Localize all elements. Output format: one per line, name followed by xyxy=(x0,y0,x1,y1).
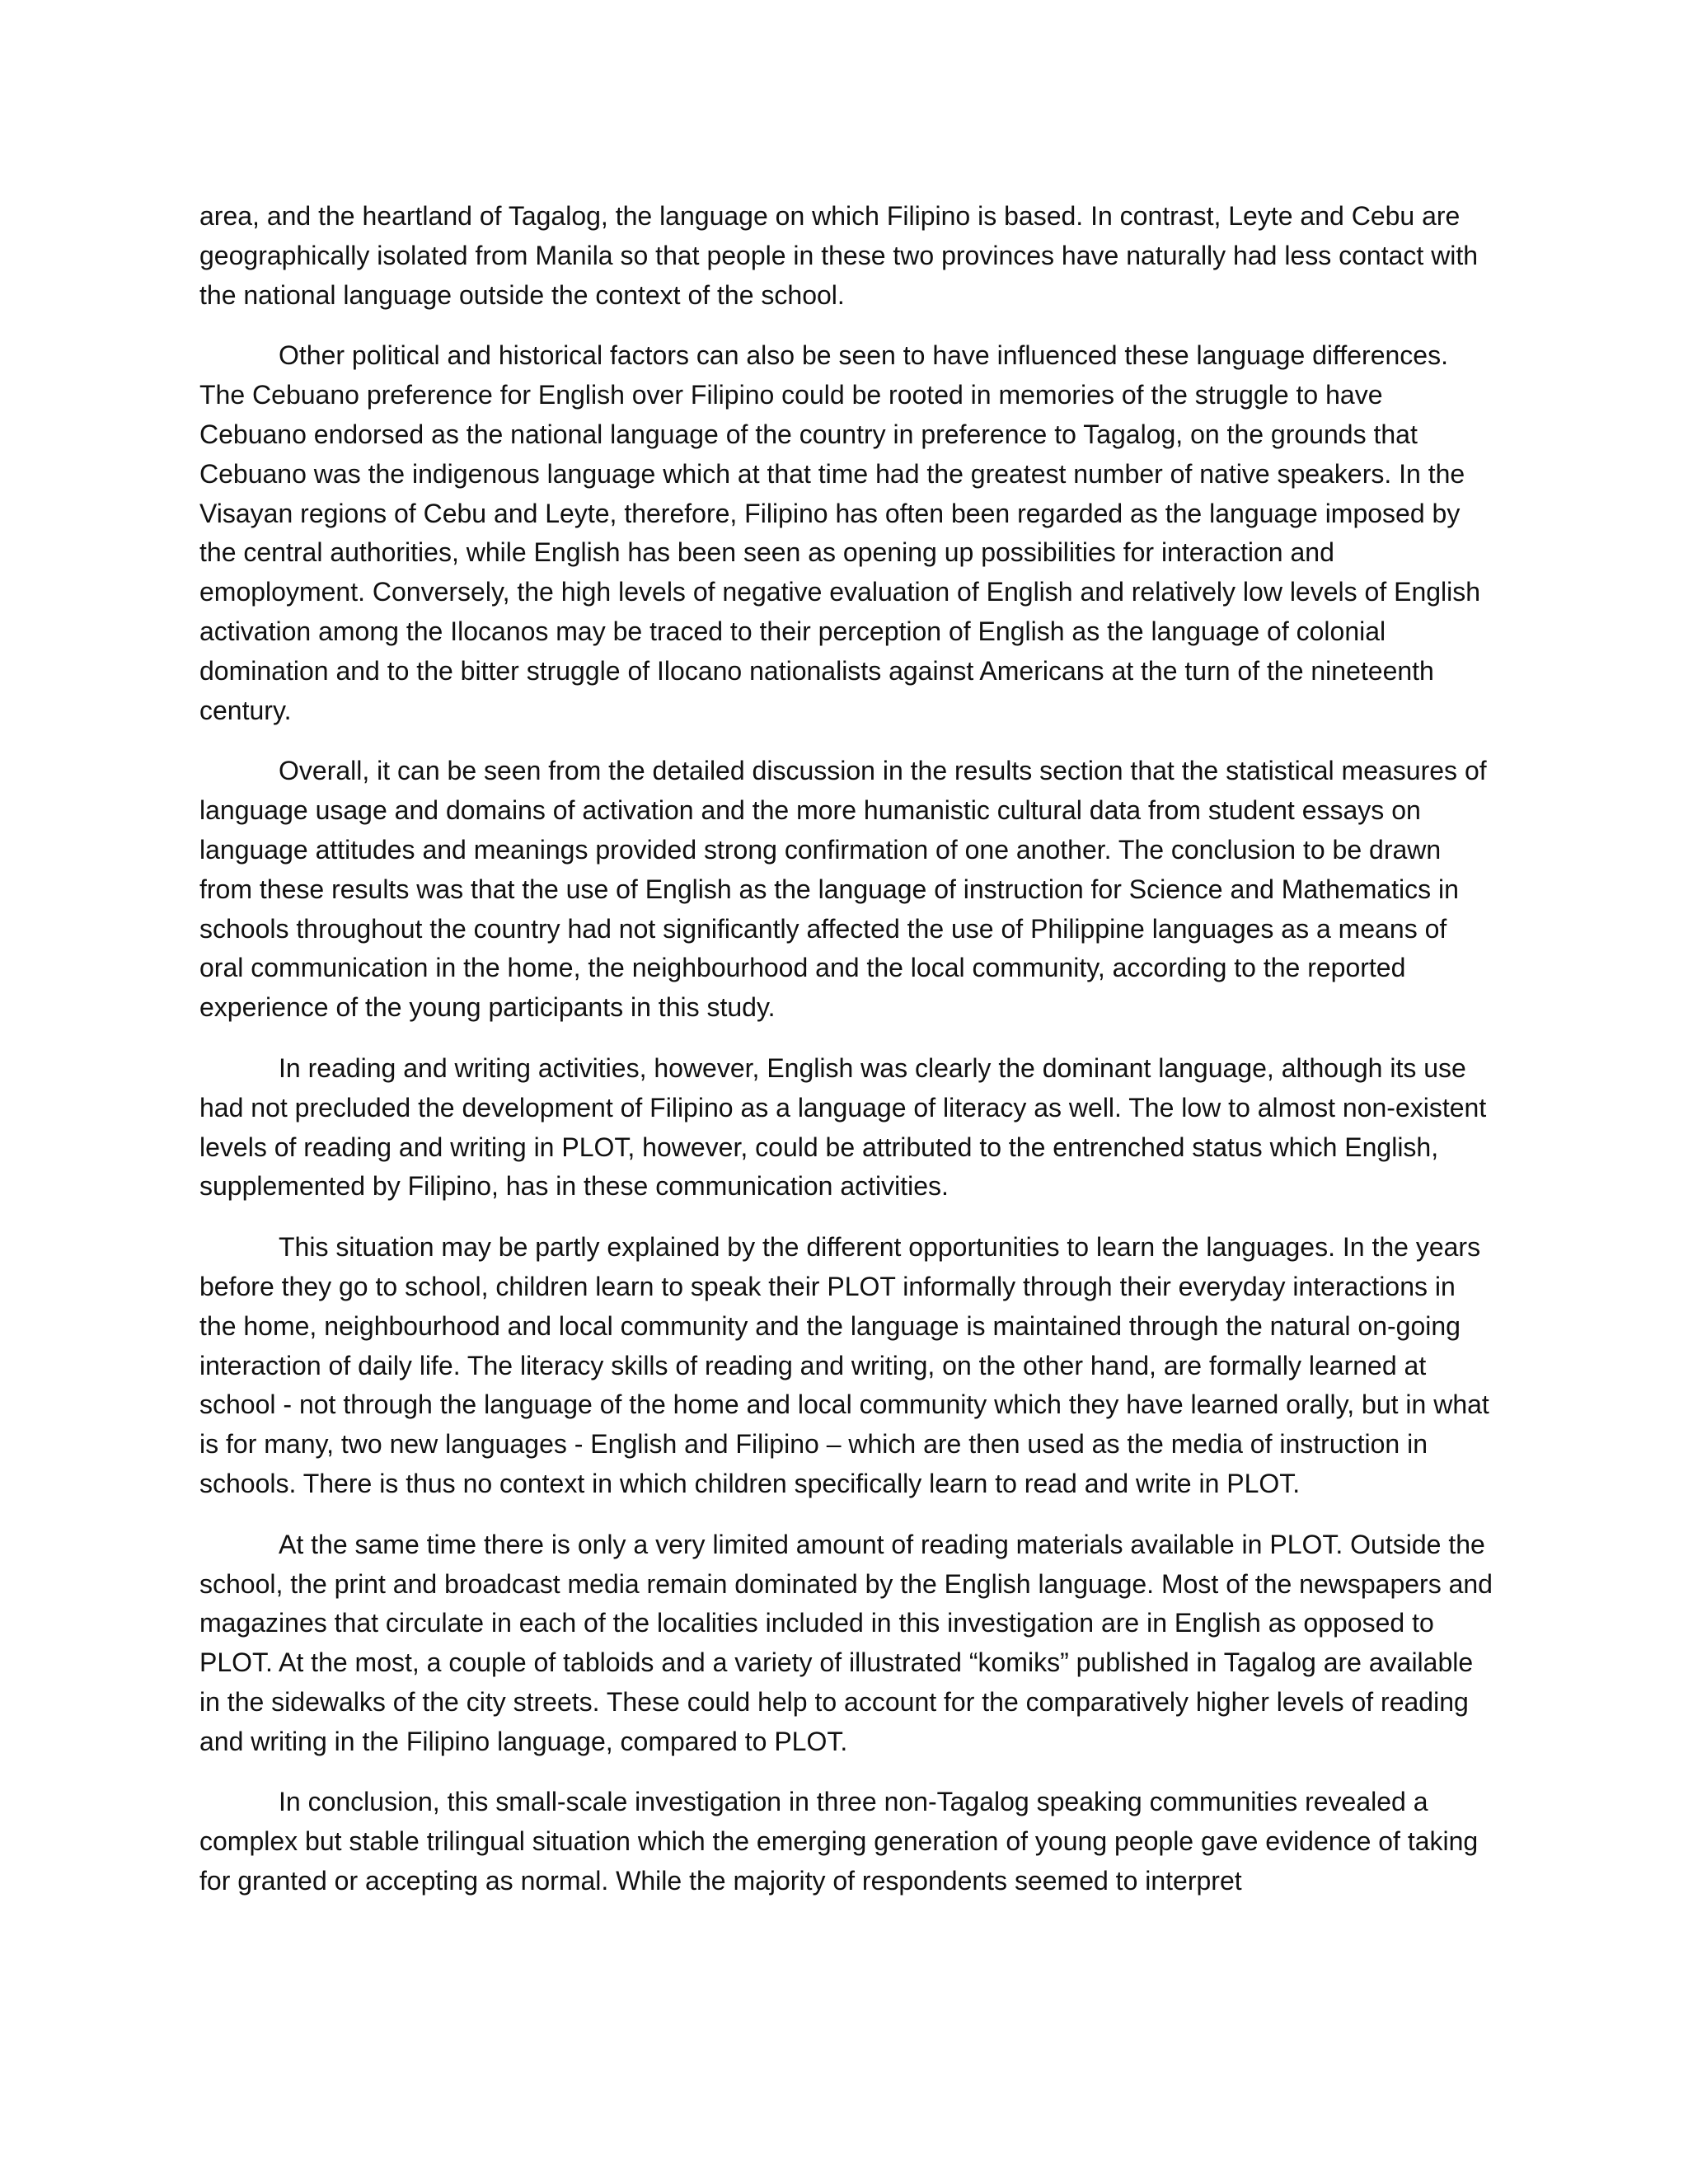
paragraph-overall: Overall, it can be seen from the detailed discussion in the results section that the statistical measures of language usage and domains of activation and the more humanistic cultural data from student essays on language attitudes and meanings provided strong confirmation of one another. The conclusion to be drawn from these results was that the use of English as the language of instruction for Science and Mathematics in schools throughout the country had not significantly affected the use of Philippine languages as a means of oral communication in the home, the neighbourhood and the local community, according to the reported experience of the young participants in this study. xyxy=(199,756,1487,1023)
paragraph-conclusion: In conclusion, this small-scale investigation in three non-Tagalog speaking communities revealed a complex but stable trilingual situation which the emerging generation of young people gave evidence of taking for granted or accepting as normal. While the majority of respondents seemed to interpret xyxy=(199,1787,1479,1896)
paragraph-reading-materials: At the same time there is only a very limited amount of reading materials available in PLOT. Outside the school, the print and broadcast media remain dominated by the English language. Most of the newspapers and magazines that circulate in each of the localities included in this investigation are in English as opposed to PLOT. At the most, a couple of tabloids and a variety of illustrated “komiks” published in Tagalog are available in the sidewalks of the city streets. These could help to account for the comparatively higher levels of reading and writing in the Filipino language, compared to PLOT. xyxy=(199,1529,1493,1756)
paragraph-political-factors: Other political and historical factors can also be seen to have influenced these language differences. The Cebuano preference for English over Filipino could be rooted in memories of the struggle to have Cebuano endorsed as the national language of the country in preference to Tagalog, on the grounds that Cebuano was the indigenous language which at that time had the greatest number of native speakers. In the Visayan regions of Cebu and Leyte, therefore, Filipino has often been regarded as the language imposed by the central authorities, while English has been seen as opening up possibilities for interaction and emoployment. Conversely, the high levels of negative evaluation of English and relatively low levels of English activation among the Ilocanos may be traced to their perception of English as the language of colonial domination and to the bitter struggle of Ilocano nationalists against Americans at the turn of the nineteenth century. xyxy=(199,340,1481,725)
paragraph-opportunities: This situation may be partly explained by the different opportunities to learn the languages. In the years before they go to school, children learn to speak their PLOT informally through their everyday interactions in the home, neighbourhood and local community and the language is maintained through the natural on-going interaction of daily life. The literacy skills of reading and writing, on the other hand, are formally learned at school - not through the language of the home and local community which they have learned orally, but in what is for many, two new languages - English and Filipino – which are then used as the media of instruction in schools. There is thus no context in which children specifically learn to read and write in PLOT. xyxy=(199,1232,1489,1498)
paragraph-continuation: area, and the heartland of Tagalog, the language on which Filipino is based. In contrast, Leyte and Cebu are geographically isolated from Manila so that people in these two provinces have naturally had less contact with the national language outside the context of the school. xyxy=(199,201,1479,310)
body-text xyxy=(199,197,1493,1923)
paragraph-reading-writing: In reading and writing activities, however, English was clearly the dominant language, although its use had not precluded the development of Filipino as a language of literacy as well. The low to almost non-existent levels of reading and writing in PLOT, however, could be attributed to the entrenched status which English, supplemented by Filipino, has in these communication activities. xyxy=(199,1052,1487,1202)
